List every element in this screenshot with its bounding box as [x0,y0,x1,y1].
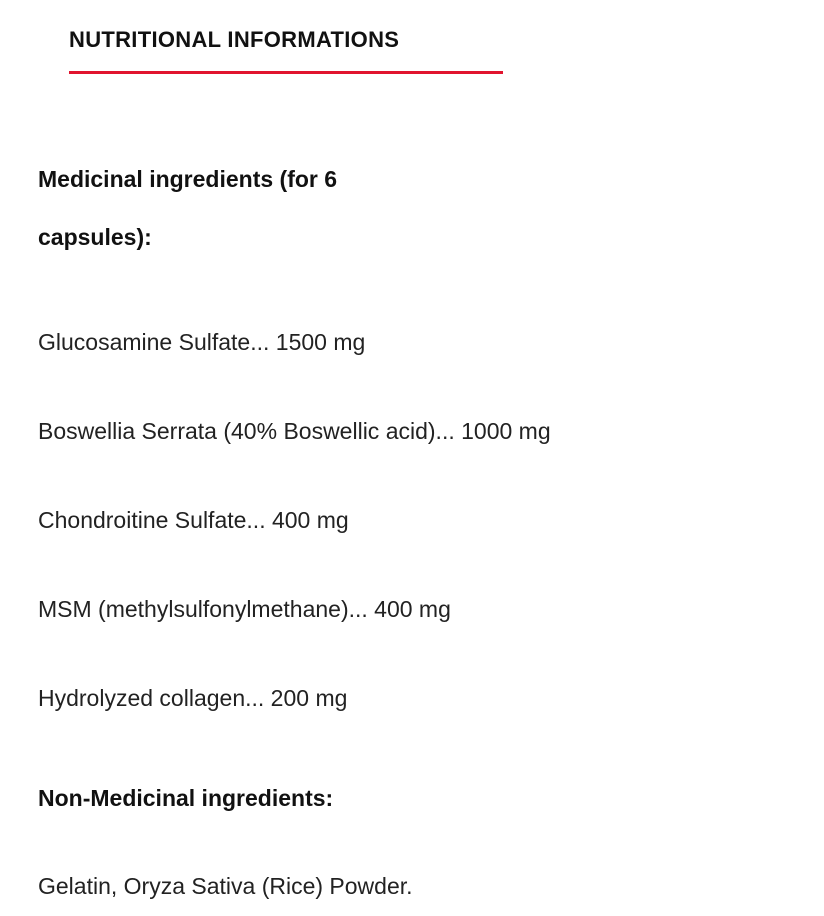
list-item: Chondroitine Sulfate... 400 mg [38,507,349,533]
title-underline-divider [69,71,503,74]
list-item: Boswellia Serrata (40% Boswellic acid)... 1000 mg [38,418,551,444]
page-title: NUTRITIONAL INFORMATIONS [69,27,400,52]
list-item: Hydrolyzed collagen... 200 mg [38,685,348,711]
medicinal-ingredients-heading: Medicinal ingredients (for 6 capsules): [38,166,338,250]
ingredients-content [38,150,804,909]
list-item: Glucosamine Sulfate... 1500 mg [38,329,366,355]
non-medicinal-ingredients-text: Gelatin, Oryza Sativa (Rice) Powder. [38,873,413,899]
heading-spacer [38,266,804,298]
non-medicinal-ingredients-heading: Non-Medicinal ingredients: [38,785,334,811]
list-item: MSM (methylsulfonylmethane)... 400 mg [38,596,451,622]
